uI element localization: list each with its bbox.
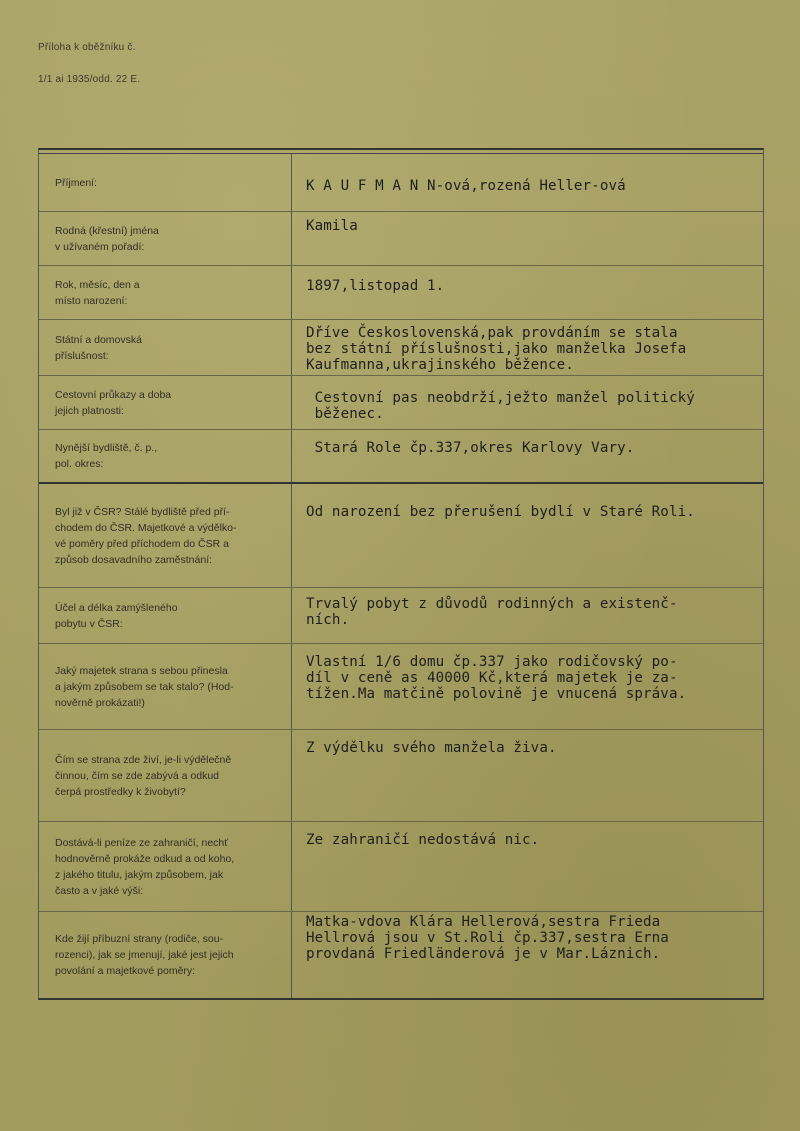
value-birth: 1897,listopad 1. <box>306 278 445 294</box>
label-previous-stay: Byl již v ČSR? Stálé bydliště před pří- chodem do ČSR. Majetkové a výdělko- vé poměry před příchodem do ČSR a způsob dosavadního zaměstnání: <box>39 484 292 587</box>
row-surname <box>39 154 763 212</box>
row-foreign-money <box>39 822 763 912</box>
personal-data-form <box>38 148 764 1000</box>
attachment-note: Příloha k oběžníku č. <box>38 42 136 53</box>
row-birth <box>39 266 763 320</box>
label-livelihood: Čím se strana zde živí, je-li výdělečně činnou, čím se zde zabývá a odkud čerpá prostředky k živobytí? <box>39 730 292 821</box>
row-residence <box>39 430 763 484</box>
row-relatives <box>39 912 763 998</box>
value-livelihood: Z výdělku svého manžela živa. <box>306 740 557 756</box>
circular-reference: 1/1 ai 1935/odd. 22 E. <box>38 74 141 85</box>
label-birth: Rok, měsíc, den a místo narození: <box>39 266 292 319</box>
label-residence: Nynější bydliště, č. p., pol. okres: <box>39 430 292 482</box>
value-given-names: Kamila <box>306 218 358 234</box>
row-given-names <box>39 212 763 266</box>
label-citizenship: Státní a domovská příslušnost: <box>39 320 292 375</box>
label-foreign-money: Dostává-li peníze ze zahraničí, nechť hodnověrně prokáže odkud a od koho, z jakého titulu, jakým způsobem, jak často a v jaké výši: <box>39 822 292 911</box>
value-relatives: Matka-vdova Klára Hellerová,sestra Frieda Hellrová jsou v St.Roli čp.337,sestra Erna provdaná Friedländerová je v Mar.Láznich. <box>306 914 669 962</box>
value-purpose: Trvalý pobyt z důvodů rodinných a existenč- ních. <box>306 596 678 628</box>
label-surname: Příjmení: <box>39 154 292 211</box>
value-citizenship: Dříve Československá,pak provdáním se stala bez státní příslušnosti,jako manželka Josefa Kaufmanna,ukrajinského běžence. <box>306 325 687 373</box>
value-surname: K A U F M A N N-ová,rozená Heller-ová <box>306 178 626 194</box>
row-purpose <box>39 588 763 644</box>
row-livelihood <box>39 730 763 822</box>
value-foreign-money: Ze zahraničí nedostává nic. <box>306 832 540 848</box>
row-property <box>39 644 763 730</box>
label-travel-documents: Cestovní průkazy a doba jejich platnosti: <box>39 376 292 429</box>
label-given-names: Rodná (křestní) jména v užívaném pořadí: <box>39 212 292 265</box>
label-relatives: Kde žijí příbuzní strany (rodiče, sou- rozenci), jak se jmenují, jaké jest jejich povolání a majetkové poměry: <box>39 912 292 998</box>
value-travel-documents: Cestovní pas neobdrží,ježto manžel politický běženec. <box>314 390 695 422</box>
value-previous-stay: Od narození bez přerušení bydlí v Staré Roli. <box>306 504 695 520</box>
row-travel-documents <box>39 376 763 430</box>
row-previous-stay <box>39 484 763 588</box>
label-purpose: Účel a délka zamýšleného pobytu v ČSR: <box>39 588 292 643</box>
row-citizenship <box>39 320 763 376</box>
value-residence: Stará Role čp.337,okres Karlovy Vary. <box>306 440 635 456</box>
value-property: Vlastní 1/6 domu čp.337 jako rodičovský po- díl v ceně as 40000 Kč,která majetek je za- tížen.Ma matčině polovině je vnucená správa. <box>306 654 687 702</box>
label-property: Jaký majetek strana s sebou přinesla a jakým způsobem se tak stalo? (Hod- nověrně prokázati!) <box>39 644 292 729</box>
